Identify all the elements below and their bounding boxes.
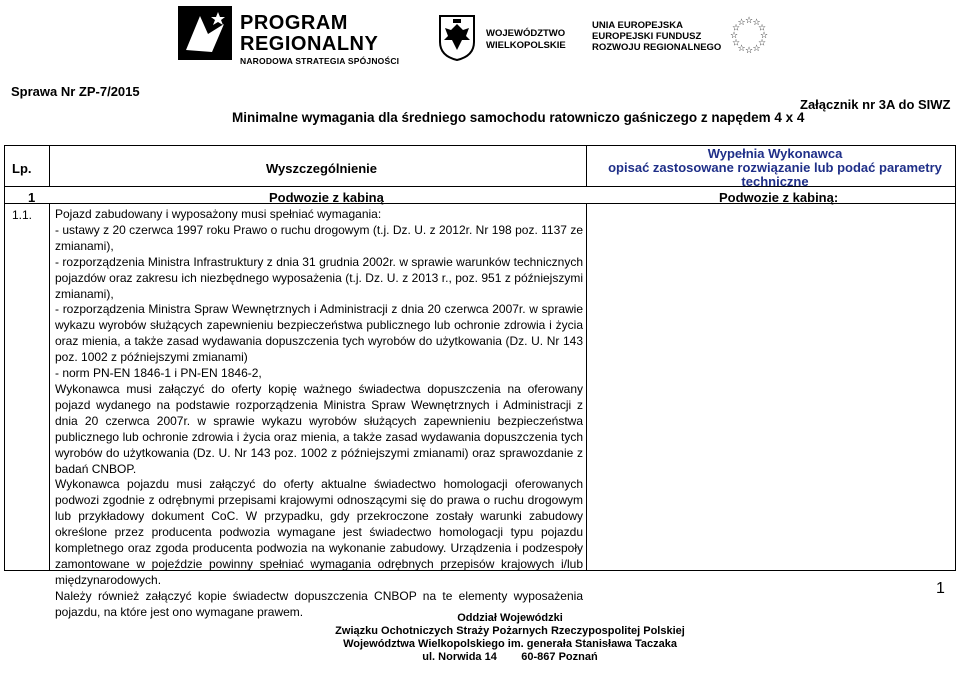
item-description (55, 207, 583, 621)
table-col-divider-right (586, 145, 587, 187)
column-header-lp: Lp. (12, 161, 32, 176)
section-number: 1 (28, 190, 36, 205)
program-logo-line1: PROGRAM (240, 12, 348, 34)
column-header-contractor (594, 147, 956, 189)
table-border-left (4, 145, 5, 571)
paragraph: Należy również załączyć kopie świadectw dopuszczenia CNBOP na te elementy wyposażenia pojazdu, na które jest ono wymagane prawem. (55, 588, 583, 619)
footer-line1: Oddział Wojewódzki (457, 612, 563, 624)
paragraph: - rozporządzenia Ministra Infrastruktury z dnia 31 grudnia 2002r. w sprawie warunków technicznych pojazdów oraz zakresu ich niezbędnego wyposażenia (t.j. Dz. U. z 2013 r., poz. 951 z późniejszymi zmianami), (55, 254, 583, 301)
column-header-contractor-line1: Wypełnia Wykonawca (707, 146, 843, 161)
program-regionalny-logo (178, 6, 400, 68)
eu-star-icon: ☆ (729, 30, 739, 40)
paragraph: Pojazd zabudowany i wyposażony musi spełniać wymagania: (55, 207, 382, 221)
wojewodztwo-line1: WOJEWÓDZTWO (486, 28, 566, 39)
paragraph: - norm PN-EN 1846-1 i PN-EN 1846-2, (55, 366, 262, 381)
logo-strip (0, 0, 960, 72)
page-number: 1 (936, 580, 945, 597)
eu-star-icon: ☆ (744, 15, 754, 25)
eu-logo-line2: EUROPEJSKI FUNDUSZ (592, 31, 702, 42)
table-border-right (955, 145, 956, 571)
eagle-crest-icon (436, 12, 478, 62)
paragraph: - rozporządzenia Ministra Spraw Wewnętrznych i Administracji z dnia 20 czerwca 2007r. w sprawie wykazu wyrobów służących zapewnieniu bezpieczeństwa publicznego lub ochronie zdrowia i życia oraz mienia, a także zasad wydawania dopuszczenia tych wyrobów do użytkowania (Dz. U. Nr 143 poz. 1002 z późniejszymi zmianami) (55, 302, 583, 365)
table-col-divider-right-body (586, 204, 587, 571)
eu-star-icon: ☆ (757, 22, 767, 33)
annex-label: Załącznik nr 3A do SIWZ (800, 97, 951, 112)
eu-star-icon: ☆ (744, 45, 754, 55)
paragraph: Wykonawca musi załączyć do oferty kopię ważnego świadectwa dopuszczenia na oferowany pojazd wydanego na podstawie rozporządzenia Ministra Spraw Wewnętrznych i Administracji z dnia 20 czerwca 2007r. w sprawie wykazu wyrobów służących zapewnieniu bezpieczeństwa publicznego lub ochronie zdrowia i życia oraz mienia, a także zasad wydawania dopuszczenia tych wyrobów do użytkowania (Dz. U. Nr 143 poz. 1002 z późniejszymi zmianami) oraz sprawozdanie z badań CNBOP. (55, 381, 583, 476)
paragraph: - ustawy z 20 czerwca 1997 roku Prawo o ruchu drogowym (t.j. Dz. U. z 2012r. Nr 198 poz. 1137 ze zmianami), (55, 222, 583, 253)
footer-line3: Województwa Wielkopolskiego im. generała Stanisława Taczaka (343, 638, 677, 650)
eu-star-icon: ☆ (752, 17, 761, 28)
program-logo-line2: REGIONALNY (240, 33, 379, 55)
program-logo-line3: NARODOWA STRATEGIA SPÓJNOŚCI (240, 56, 400, 66)
eu-star-icon: ☆ (731, 22, 741, 33)
section-answer-label: Podwozie z kabiną: (719, 190, 839, 205)
eu-star-icon: ☆ (737, 42, 746, 53)
eu-logo (592, 10, 772, 60)
table-col-divider-lp (49, 145, 50, 187)
eu-logo-line1: UNIA EUROPEJSKA (592, 20, 683, 31)
footer-line2: Związku Ochotniczych Straży Pożarnych Rzeczypospolitej Polskiej (335, 625, 685, 637)
eu-star-icon: ☆ (759, 30, 769, 40)
table-col-divider-lp-body (49, 204, 50, 571)
eu-star-icon: ☆ (731, 37, 741, 48)
case-reference: Sprawa Nr ZP-7/2015 (11, 84, 140, 99)
eu-flag-icon (726, 12, 772, 58)
column-header-contractor-line2: opisać zastosowane rozwiązanie lub podać parametry (608, 160, 942, 175)
item-number: 1.1. (12, 208, 33, 222)
eu-star-icon: ☆ (737, 17, 746, 28)
eu-star-icon: ☆ (752, 42, 761, 53)
wojewodztwo-logo (436, 8, 576, 64)
footer-address (320, 612, 700, 664)
wojewodztwo-line2: WIELKOPOLSKIE (486, 40, 566, 51)
paragraph: Wykonawca pojazdu musi załączyć do oferty aktualne świadectwo homologacji oferowanych podwozi zgodnie z odrębnymi przepisami krajowymi odnoszącymi się do prawa o ruchu drogowym lub przykładowy dokument CoC. W przypadku, gdy przekroczone zostały warunki zabudowy określone przez producenta podwozia wymagane jest świadectwo homologacji typu pojazdu kompletnego oraz zgoda producenta podwozia na wykonanie zabudowy. Urządzenia i podzespoły zamontowane w pojeździe powinny spełniać wymagania odrębnych przepisów krajowych i/lub międzynarodowych. (55, 477, 583, 587)
section-title: Podwozie z kabiną (269, 190, 384, 205)
eu-logo-line3: ROZWOJU REGIONALNEGO (592, 42, 722, 53)
eu-star-icon: ☆ (757, 37, 767, 48)
program-regionalny-mark-icon (178, 6, 232, 60)
document-title: Minimalne wymagania dla średniego samochodu ratowniczo gaśniczego z napędem 4 x 4 (232, 110, 805, 125)
column-header-spec: Wyszczególnienie (266, 161, 378, 176)
footer-line4: ul. Norwida 14 60-867 Poznań (422, 651, 598, 663)
column-header-contractor-line3: techniczne (741, 174, 809, 189)
